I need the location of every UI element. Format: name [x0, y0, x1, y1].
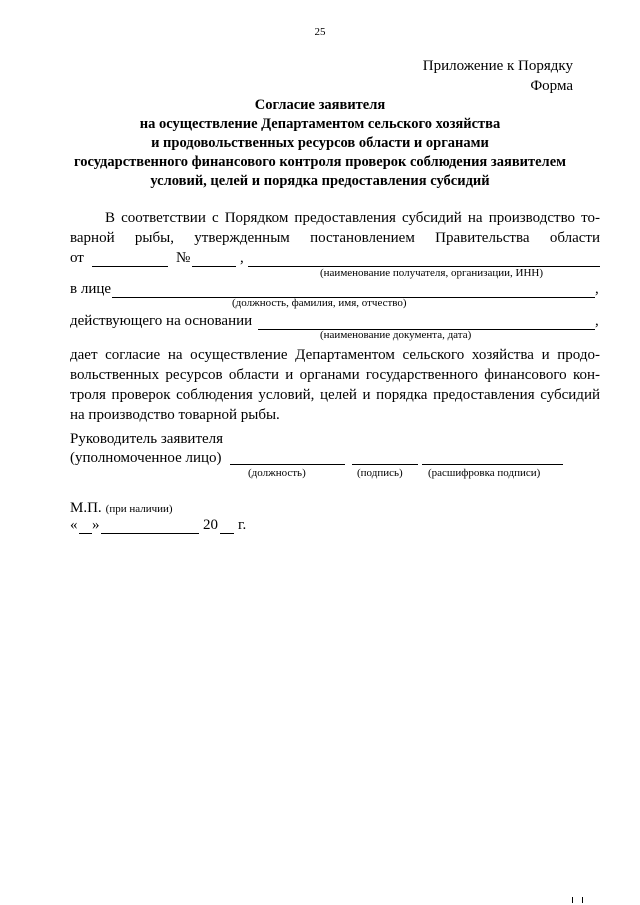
seal-if-any: (при наличии) — [105, 503, 173, 515]
number-field-line[interactable] — [192, 266, 236, 267]
intro-line: В соответствии с Порядком предоставления субсидий на производство то- — [105, 210, 600, 226]
position-hint: (должность) — [248, 467, 306, 479]
document-title — [60, 96, 580, 191]
decoding-hint: (расшифровка подписи) — [428, 467, 541, 479]
month-field-line[interactable] — [101, 533, 199, 534]
person-hint: (должность, фамилия, имя, отчество) — [232, 297, 407, 309]
person-label: в лице — [70, 281, 112, 297]
basis-comma: , — [595, 313, 599, 329]
intro-word: рыбы, — [134, 230, 174, 246]
intro-word: Правительства — [435, 230, 530, 246]
page-number: 25 — [314, 26, 326, 38]
consent-paragraph — [70, 345, 600, 425]
consent-line: троля проверок соблюдения условий, целей и порядка предоставления субсидий — [70, 387, 600, 403]
scan-mark — [582, 897, 583, 903]
year-prefix: 20 — [203, 517, 218, 533]
title-line: и продовольственных ресурсов области и органами — [151, 135, 489, 151]
signature-head: Руководитель заявителя — [70, 431, 224, 447]
signature-field-line[interactable] — [352, 464, 418, 465]
title-line: Согласие заявителя — [254, 97, 386, 113]
authorized-person: (уполномоченное лицо) — [70, 450, 222, 466]
scan-mark — [572, 897, 573, 903]
date-field-line[interactable] — [92, 266, 168, 267]
title-line: государственного финансового контроля проверок соблюдения заявителем — [73, 154, 567, 170]
seal-line — [70, 499, 173, 517]
title-line: на осуществление Департаментом сельского хозяйства — [139, 116, 501, 132]
date-open-quote: « — [70, 517, 78, 533]
title-line: условий, целей и порядка предоставления субсидий — [150, 173, 490, 189]
basis-hint: (наименование документа, дата) — [320, 329, 472, 341]
seal-mp: М.П. — [70, 500, 102, 516]
signature-hint: (подпись) — [357, 467, 403, 479]
number-sign: № — [176, 250, 191, 266]
consent-line: дает согласие на осуществление Департаментом сельского хозяйства и продо- — [70, 347, 600, 363]
basis-label: действующего на основании — [70, 313, 253, 329]
decoding-field-line[interactable] — [422, 464, 563, 465]
consent-line: на производство товарной рыбы. — [70, 407, 280, 423]
person-comma: , — [595, 281, 599, 297]
position-field-line[interactable] — [230, 464, 345, 465]
intro-word: утвержденным — [194, 230, 290, 246]
day-field-line[interactable] — [79, 533, 92, 534]
consent-line: вольственных ресурсов области и органами государственного финансового кон- — [70, 367, 600, 383]
date-close-quote: » — [92, 517, 100, 533]
intro-word: области — [549, 230, 600, 246]
recipient-hint: (наименование получателя, организации, ИНН) — [320, 267, 544, 279]
appendix-label: Приложение к Порядку — [422, 58, 573, 74]
intro-line-spread — [70, 230, 600, 247]
year-suffix: г. — [238, 517, 247, 533]
form-label: Форма — [530, 78, 573, 94]
intro-word: постановлением — [310, 230, 415, 246]
comma: , — [240, 250, 244, 266]
ot-label: от — [70, 250, 84, 266]
year-field-line[interactable] — [220, 533, 234, 534]
intro-word: варной — [70, 230, 115, 246]
